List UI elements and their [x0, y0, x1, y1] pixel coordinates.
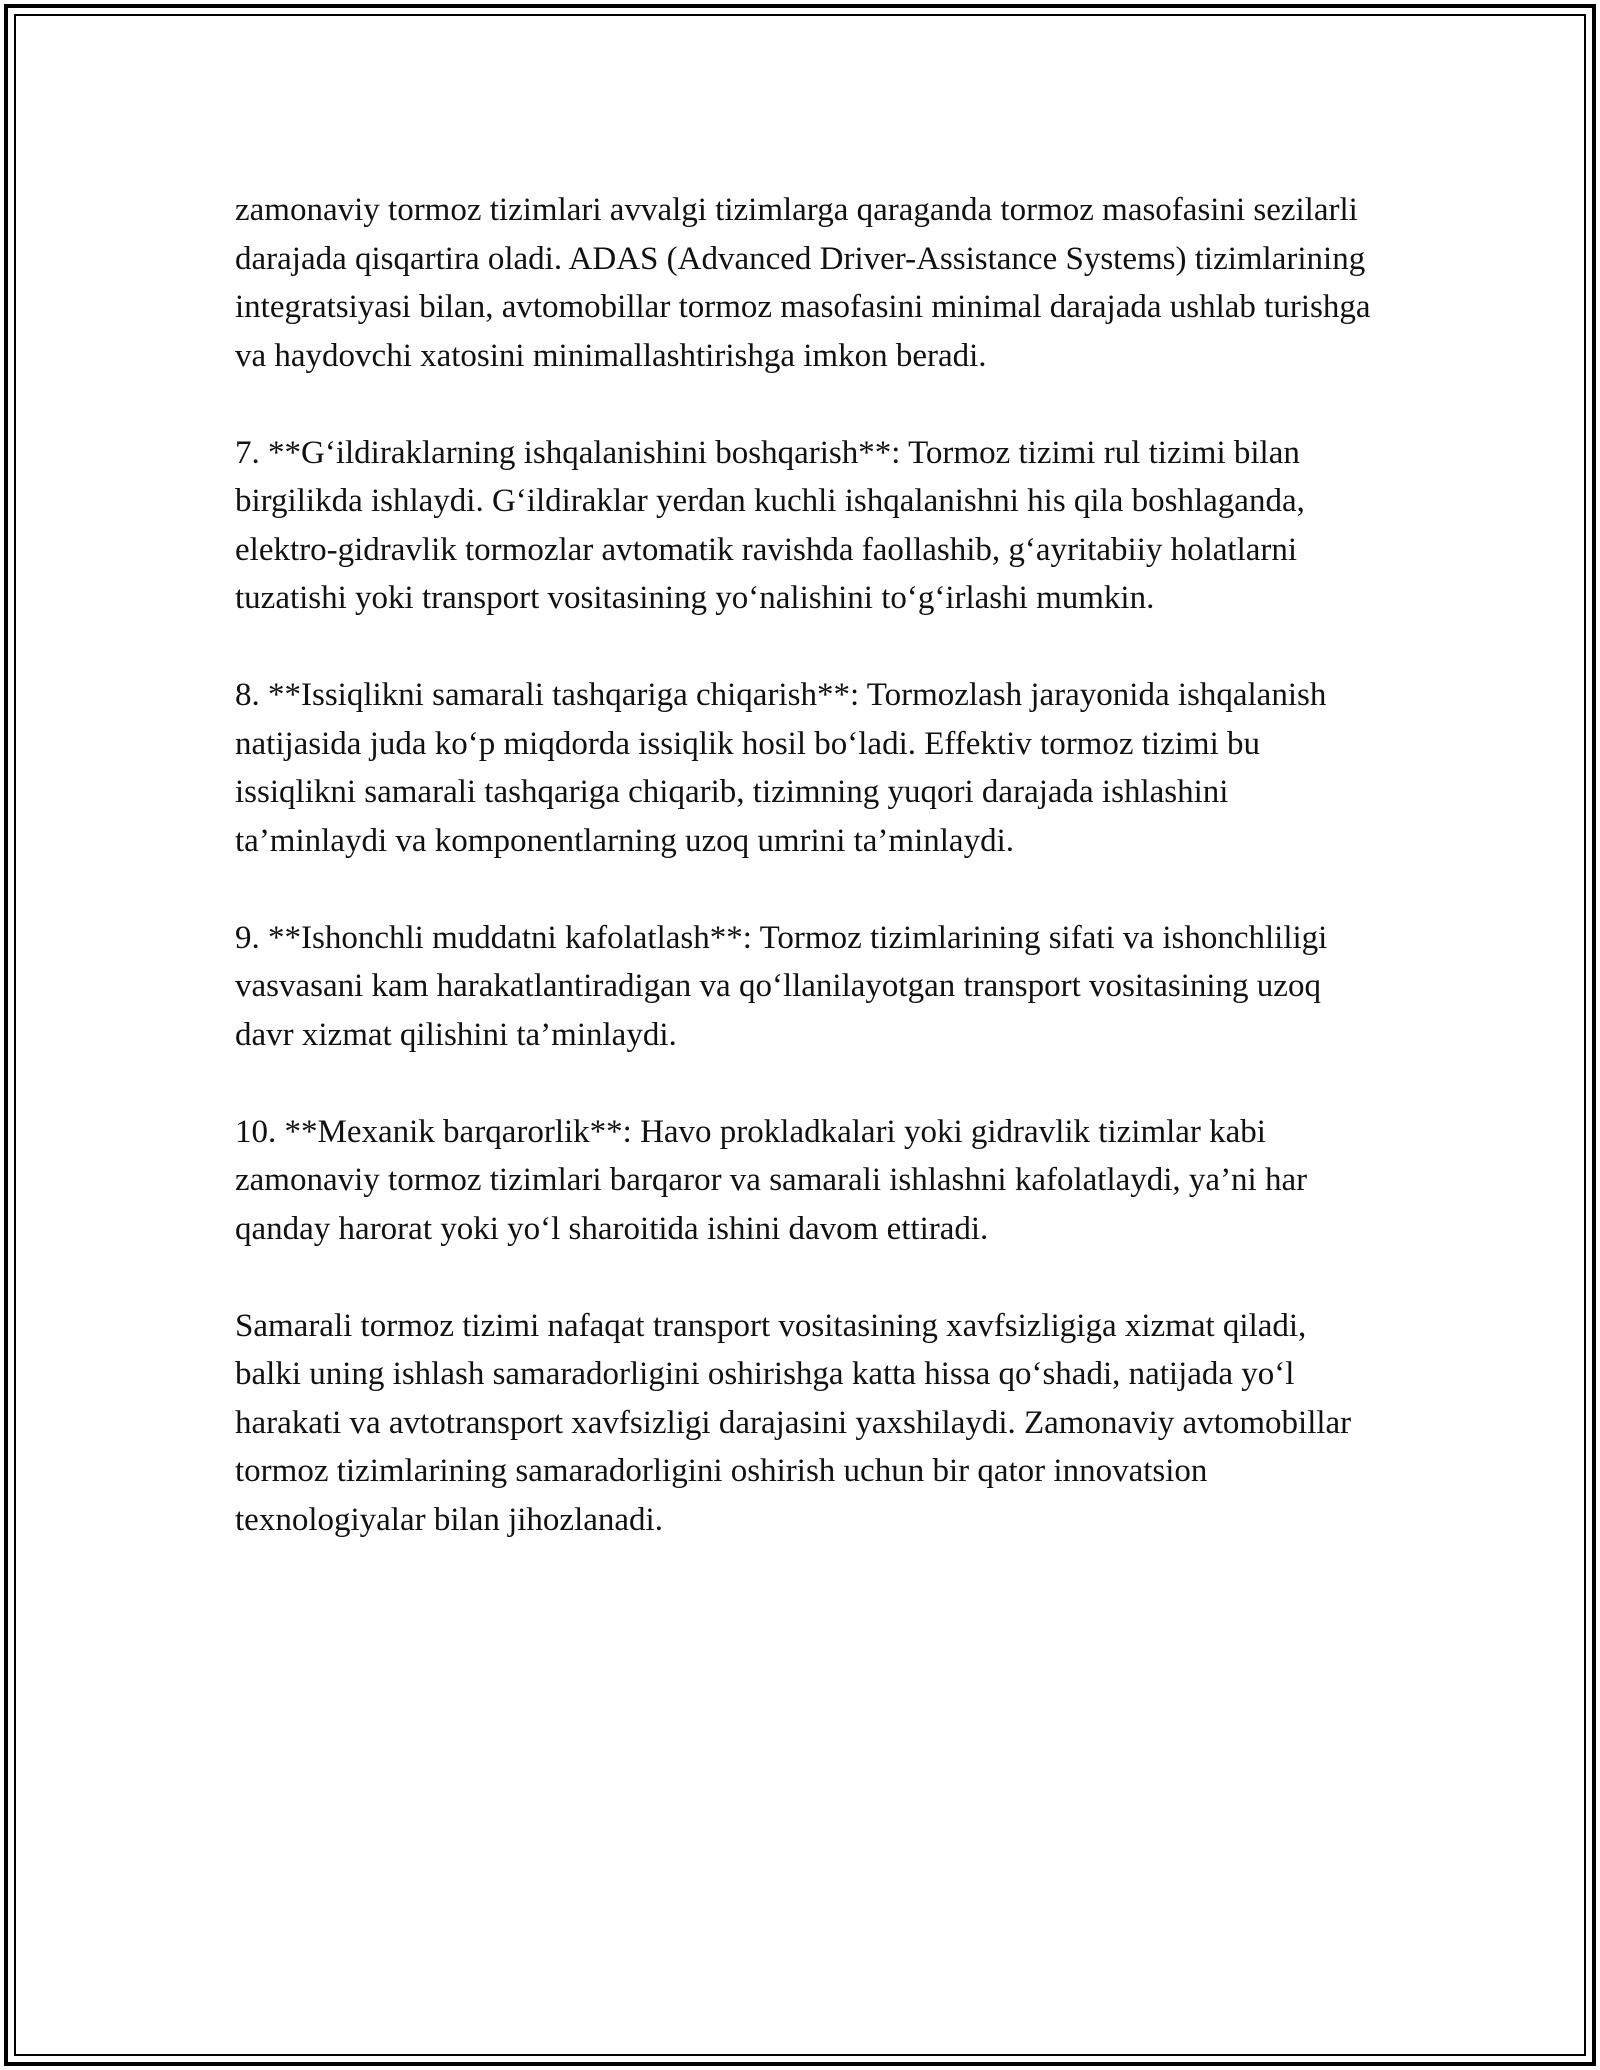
paragraph-intro-continuation: zamonaviy tormoz tizimlari avvalgi tizimlarga qaraganda tormoz masofasini sezilarli darajada qisqartira oladi. ADAS (Advanced Driver-Assistance Systems) tizimlarining integratsiyasi bilan, avtomobillar tormoz masofasini minimal darajada ushlab turishga va haydovchi xatosini minimallashtirishga imkon beradi.	[235, 192, 1371, 374]
paragraph-conclusion: Samarali tormoz tizimi nafaqat transport vositasining xavfsizligiga xizmat qiladi, balki uning ishlash samaradorligini oshirishga katta hissa qo‘shadi, natijada yo‘l harakati va avtotransport xavfsizligi darajasini yaxshilaydi. Zamonaviy avtomobillar tormoz tizimlarining samaradorligini oshirish uchun bir qator innovatsion texnologiyalar bilan jihozlanadi.	[235, 1307, 1352, 1538]
document-body	[235, 186, 1375, 1544]
paragraph-item-9: 9. **Ishonchli muddatni kafolatlash**: Tormoz tizimlarining sifati va ishonchliligi vasvasani kam harakatlantiradigan va qo‘llanilayotgan transport vositasining uzoq davr xizmat qilishini ta’minlaydi.	[235, 919, 1328, 1053]
paragraph-item-8: 8. **Issiqlikni samarali tashqariga chiqarish**: Tormozlash jarayonida ishqalanish natijasida juda ko‘p miqdorda issiqlik hosil bo‘ladi. Effektiv tormoz tizimi bu issiqlikni samarali tashqariga chiqarib, tizimning yuqori darajada ishlashini ta’minlaydi va komponentlarning uzoq umrini ta’minlaydi.	[235, 677, 1327, 859]
paragraph-item-10: 10. **Mexanik barqarorlik**: Havo prokladkalari yoki gidravlik tizimlar kabi zamonaviy tormoz tizimlari barqaror va samarali ishlashni kafolatlaydi, ya’ni har qanday harorat yoki yo‘l sharoitida ishini davom ettiradi.	[235, 1113, 1308, 1247]
paragraph-item-7: 7. **G‘ildiraklarning ishqalanishini boshqarish**: Tormoz tizimi rul tizimi bilan birgilikda ishlaydi. G‘ildiraklar yerdan kuchli ishqalanishni his qila boshlaganda, elektro-gidravlik tormozlar avtomatik ravishda faollashib, g‘ayritabiiy holatlarni tuzatishi yoki transport vositasining yo‘nalishini to‘g‘irlashi mumkin.	[235, 434, 1305, 616]
